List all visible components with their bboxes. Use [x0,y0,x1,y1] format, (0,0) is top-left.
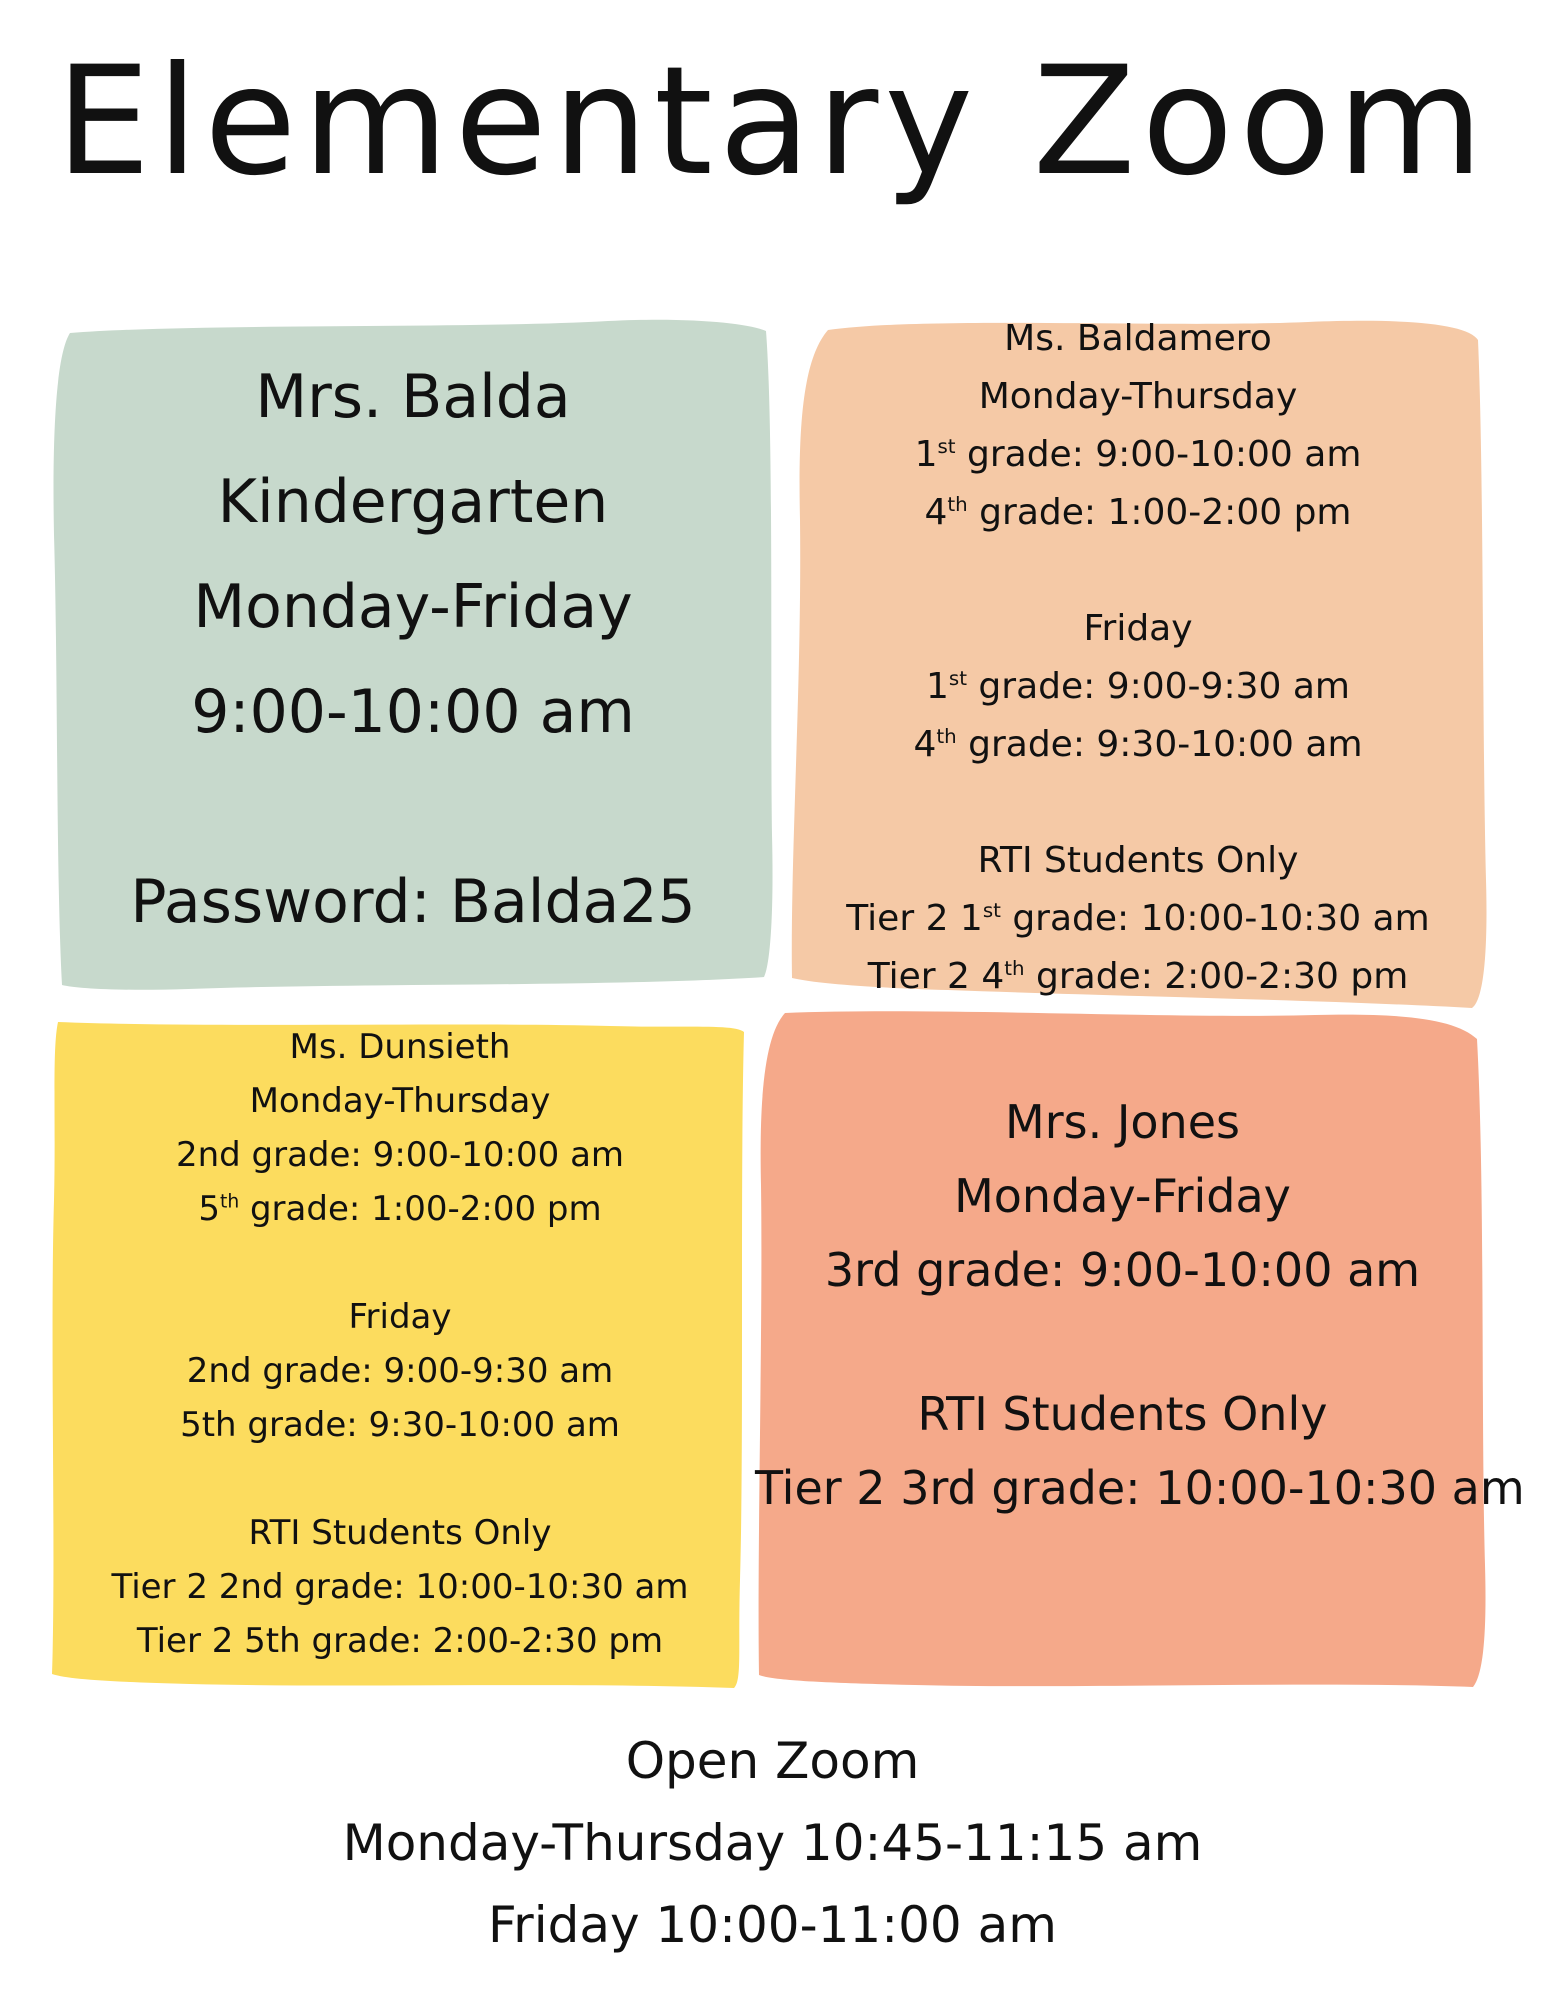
days-mon-thu-label: Monday-Thursday [249,1081,551,1121]
rti-line: Tier 2 2nd grade: 10:00-10:30 am [111,1567,689,1607]
rti-heading: RTI Students Only [917,1387,1328,1441]
open-zoom-mon-thu: Monday-Thursday 10:45-11:15 am [342,1814,1203,1872]
rti-line: Tier 2 5th grade: 2:00-2:30 pm [136,1621,664,1661]
teacher-name: Mrs. Balda [255,362,571,432]
schedule-line: 2nd grade: 9:00-10:00 am [175,1135,625,1175]
time-label: 9:00-10:00 am [191,677,635,747]
schedule-line: 1st grade: 9:00-9:30 am [926,666,1350,707]
days-label: Monday-Friday [193,572,633,642]
rti-line: Tier 2 3rd grade: 10:00-10:30 am [755,1461,1525,1515]
teacher-name: Ms. Baldamero [1004,318,1272,359]
schedule-line: 4th grade: 9:30-10:00 am [913,724,1363,765]
rti-line: Tier 2 4th grade: 2:00-2:30 pm [867,956,1409,997]
password-label: Password: Balda25 [130,867,696,937]
open-zoom-heading: Open Zoom [625,1732,920,1790]
open-zoom-section [0,1720,1545,1966]
teacher-name: Ms. Dunsieth [289,1027,511,1067]
page-title: Elementary Zoom [55,35,1490,209]
card-ms-dunsieth [50,1020,750,1695]
days-friday-label: Friday [348,1297,452,1337]
rti-heading: RTI Students Only [977,840,1299,881]
card-mrs-balda [48,315,778,995]
schedule-line: 1st grade: 9:00-10:00 am [914,434,1362,475]
schedule-line: 4th grade: 1:00-2:00 pm [924,492,1352,533]
days-friday-label: Friday [1083,608,1193,649]
rti-heading: RTI Students Only [248,1513,552,1553]
card-mrs-jones [755,1005,1525,1695]
schedule-line: 5th grade: 9:30-10:00 am [180,1405,620,1445]
grade-label: Kindergarten [217,467,609,537]
schedule-line: 2nd grade: 9:00-9:30 am [186,1351,614,1391]
schedule-line: 3rd grade: 9:00-10:00 am [824,1243,1421,1297]
card-ms-baldamero [788,300,1488,1015]
rti-line: Tier 2 1st grade: 10:00-10:30 am [846,898,1430,939]
days-mon-thu-label: Monday-Thursday [978,376,1298,417]
open-zoom-friday: Friday 10:00-11:00 am [488,1896,1057,1954]
days-label: Monday-Friday [954,1169,1291,1223]
schedule-line: 5th grade: 1:00-2:00 pm [198,1189,602,1229]
teacher-name: Mrs. Jones [1005,1095,1240,1149]
